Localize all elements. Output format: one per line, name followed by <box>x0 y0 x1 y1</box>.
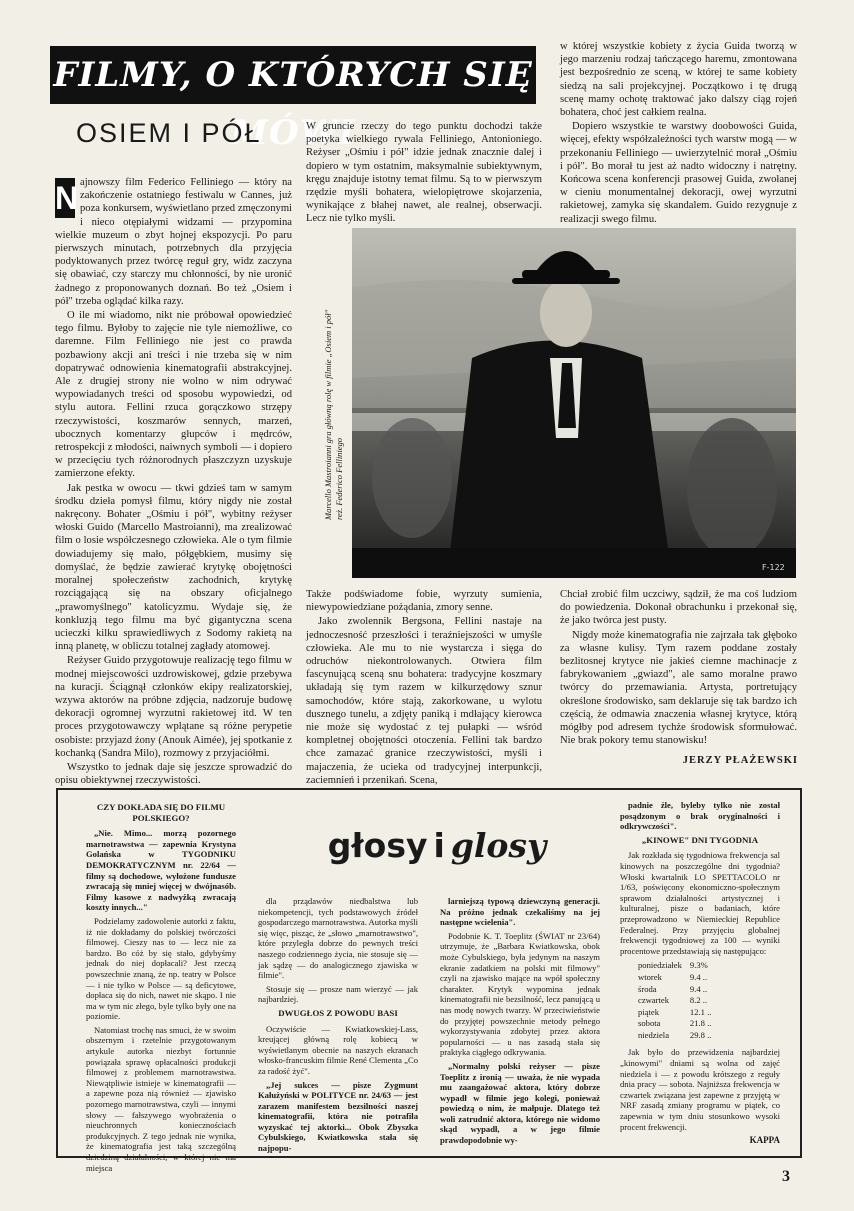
section-banner: FILMY, O KTÓRYCH SIĘ MÓWI <box>50 46 536 104</box>
paragraph: „Jej sukces — pisze Zygmunt Kałużyński w POLITYCE nr. 24/63 — jest zarazem manifestem bezsilności naszej kinematografii, która nie potrafiła wyzyskać tej aktorki... Obok Zbyszka Cybulskiego, Kwiatkowska stała się najpopu- <box>258 1079 418 1154</box>
box-section-title: „KINOWE" DNI TYGODNIA <box>641 834 759 845</box>
day-name: poniedziałek <box>638 960 682 971</box>
day-name: środa <box>638 983 657 994</box>
table-row <box>634 1018 715 1030</box>
film-still-image <box>352 228 796 578</box>
day-value: 12.1 .. <box>689 1006 712 1017</box>
day-value: 9.4 .. <box>689 983 708 994</box>
caption-text: Marcello Mastroianni gra główną rolę w filmie „Osiem i pół" reż. Federico Felliniego <box>323 309 344 520</box>
paragraph: Jak rozkłada się tygodniowa frekwencja sal kinowych na poszczególne dni tygodnia? Włoski kwartalnik LO SPETTACOLO nr 1/63, poświęcony ekonomiczno-społecznym sprawom działalności artystycznej i kulturalnej, pisze o badaniach, które przeprowadzono w Niemieckiej Republice Federalnej. Przy przyjęciu globalnej frekwencji tygodniowej za 100 — wyniki procentowe przedstawiają się następująco: <box>620 850 780 956</box>
paragraph: Także podświadome fobie, wyrzuty sumienia, niewypowiedziane pożądania, zmory senne. <box>306 589 542 614</box>
paragraph: Natomiast trochę nas smuci, że w swoim obszernym i rzetelnie przygotowanym artykule autorka niezbyt fortunnie powiązała sprawę opłacalności produkcji filmowej z problemem marnotrawstwa. Niewątpliwie istnieje w kinematografii — a zapewne poza nią również — zjawisko pozornego marnotrawstwa, czyli — innymi słowy — fałszywego wyobrażenia o nieuchronnych koniecznościach produkcyjnych. Z tego jednak nie wynika, że kinematografia jest taką szczególną dziedziną działalności, w której nie ma miejsca <box>86 1024 236 1173</box>
glosy-heading <box>282 826 592 876</box>
day-name: wtorek <box>638 971 662 982</box>
paragraph: dla prządawów niedbalstwa lub niekompetencji, tych podstawowych źródeł gospodarczego marnotrawstwa. Autorka myśli się więc, pisząc, że „słowo „marnotrawstwo", które przyległa dobrze do pewnych treści naszego codziennego życia, nie stosuje się — jak sądzę — do analogicznego zjawiska w filmie". <box>258 896 418 981</box>
paragraph: larniejszą typową dziewczyną generacji. Na próżno jednak czekaliśmy na jej następne wcielenia". <box>440 896 600 928</box>
table-row <box>634 995 715 1007</box>
day-name: czwartek <box>638 995 670 1006</box>
table-row <box>634 1030 715 1042</box>
box-column-3 <box>440 896 600 1152</box>
paragraph: Podobnie K. T. Toeplitz (ŚWIAT nr 23/64) utrzymuje, że „Barbara Kwiatkowska, obok może Cybulskiego, była jedynym na naszym ekranie zadatkiem na polski mit filmowy" czyli na zjawisko mające na wpół społeczny charakter. Krytyk wypomina jednak kinematografii nie bezsilność, lecz panującą u nas modę nowych twarzy. W przeciwieństwie do przyjętej powszechnie metody pełnego wykorzystywania zdobytej przez aktora popularności — u nas zasadą stała się praktyka ciągłego odkrywania. <box>440 930 600 1058</box>
paragraph: „Normalny polski reżyser — pisze Toeplitz z ironią — uważa, że nie wypada mu zaangażować aktora, który dobrze wypadł w filmie jego kolegi, ponieważ powiedzą o nim, że małpuje. Dlatego też woli zatrudnić aktora, którego nie widomo skąd wypadł, a w jego filmie prawdopodobnie wy- <box>440 1060 600 1146</box>
day-value: 21.8 .. <box>689 1018 712 1029</box>
photo-caption <box>321 300 347 520</box>
photo-mark: F-122 <box>762 563 785 572</box>
page-number: 3 <box>782 1168 790 1185</box>
author-signature: JERZY PŁAŻEWSKI <box>682 755 798 766</box>
paragraph: Podzielamy zadowolenie autorki z faktu, iż nie dokładamy do polskiej twórczości filmowej. Cieszy nas to — lecz nie za bardzo. Bo cóż by się stało, gdybyśmy jednak do niej dopłacali? Jest rzeczą powszechnie znaną, że np. teatry w Polsce — i nie tylko w Polsce — są deficytowe, dopłaca się do nich, nawet nie skąpo. I nie ma w tym nic złego, byle tylko były one na poziomie. <box>86 915 236 1022</box>
article-column-2-bottom <box>306 588 542 786</box>
paragraph: Stosuje się — prosze nam wierzyć — jak najbardziej. <box>258 983 418 1005</box>
day-value: 29.8 .. <box>689 1029 712 1040</box>
film-still-photo <box>352 228 796 578</box>
article-column-1 <box>55 176 292 787</box>
day-name: piątek <box>638 1006 659 1017</box>
box-section-title: CZY DOKŁADA SIĘ DO FILMU POLSKIEGO? <box>96 802 226 823</box>
paragraph: „Nie. Mimo... morzą pozornego marnotrawstwa — zapewnia Krystyna Golańska w TYGODNIKU DEMOKRATYCZNYM nr. 22/64 — filmy są dochodowe, wyłożone fundusze zwracają się mniej więcej w dwójnasób. Filmy kasowe z nadwyżką zwracają koszty innych..." <box>86 828 236 913</box>
day-value: 8.2 .. <box>689 995 708 1006</box>
article-column-2-top <box>306 120 542 224</box>
heading-mid: i <box>433 826 445 865</box>
article-column-3-top <box>560 40 797 225</box>
paragraph: Oczywiście — Kwiatkowskiej-Lass, kreującej główną rolę kobiecą w wyświetlanym obecnie na naszych ekranach włosko-francuskim filmie René Clementa „Co za radość żyć". <box>258 1023 418 1076</box>
paragraph: Jak było do przewidzenia najbardziej „kinowymi" dniami są wolna od zajęć niedziela i — z powodu krótszego z reguły dnia pracy — sobota. Najniższa frekwencja w czwartek związana jest zapewne z przyjętą w NRF zasadą zmiany programu w piątek, co zapewnia w tym dniu stosunkowo wysoki procent frekwencji. <box>620 1047 780 1132</box>
paragraph: W gruncie rzeczy do tego punktu dochodzi także poetyka wielkiego rywala Felliniego, Antonioniego. Reżyser „Ośmiu i pół" idzie jednak znacznie dalej i dopiero w tym ostatnim, maksymalnie subiektywnym, kręgu znajduje istotny temat filmu. Są to w pierwszym rzędzie myśli bohatera, wielopiętrowe skojarzenia, wynikające z błahej nawet, ale realnej, obserwacji. Lecz nie tylko myśli. <box>306 121 542 225</box>
paragraph: w której wszystkie kobiety z życia Guida tworzą w jego marzeniu rodzaj tańczącego haremu, zmontowana jest bezpośrednio ze sceną, w której te same kobiety siedzą na sali projekcyjnej. Początkowo i tę drugą scenę mamy ochotę traktować jako dalszy ciąg rojeń bohatera, choć jest całkiem realna. <box>560 41 797 119</box>
heading-script: glosy <box>450 826 547 865</box>
table-row <box>634 960 715 972</box>
paragraph: ajnowszy film Federico Felliniego — który na zakończenie ostatniego festiwalu w Cannes, już poza konkursem, wyświetlano przed zmęczonymi i nieco otępiałymi widzami — przypomina wielkie muzeum o zbyt hojnej ekspozycji. Po paru pierwszych minutach, potrzebnych dla przyjęcia podyktowanych przez twórcę reguł gry, widz zaczyna się obawiać, czy starczy mu chłonności, by nie uronić żadnego z proponowanych doznań. Bo też „Osiem i pół" trzeba oglądać kilka razy. <box>55 177 292 307</box>
day-value: 9.3% <box>689 960 708 971</box>
box-section-title: DWUGŁOS Z POWODU BASI <box>278 1007 398 1018</box>
weekday-table <box>634 960 715 1041</box>
drop-cap: N <box>55 180 79 216</box>
box-column-4 <box>620 800 780 1150</box>
day-name: sobota <box>638 1018 661 1029</box>
heading-word: głosy <box>327 826 428 865</box>
paragraph: O ile mi wiadomo, nikt nie próbował opowiedzieć tego filmu. Byłoby to zajęcie nie tyle niemożliwe, co daremne. Film Felliniego nie jest co prawda pozbawiony akcji ani treści i nie trzeba się w nim dopatrywać odnowienia kinematografii abstrakcyjnej. Ale z drugiej strony nie wolno w nim odrywać wypowiadanych treści od sposobu wypowiedzi, od stylu autora. Fellini rzuca gorączkowo strzępy rzeczywistości, koszmarów sennych, marzeń, ubocznych komentarzy głupców i mędrców, retrospekcji z młodości, naiwnych symboli — i dopiero w przecięciu tych różnorodnych płaszczyzn uzyskuje zamierzone efekty. <box>55 310 292 480</box>
box-column-2 <box>258 896 418 1152</box>
paragraph: Wszystko to jednak daje się jeszcze sprowadzić do opisu obiektywnej rzeczywistości. <box>55 761 292 787</box>
box-column-1 <box>86 800 236 1173</box>
paragraph: Dopiero wszystkie te warstwy doobowości Guida, więcej, efekty współzależności tych warstw mogą — w przekonaniu Felliniego — uwierzytelnić morał „Ośmiu i pół". Bo morał tu jest aż nadto widoczny i natrętny. Końcowa scena konferencji prasowej Guida, zwołanej w cieniu monumentalnej dekoracji, owej wyrzutni rakietowej, zamyka się skandalem. Guido rezygnuje z realizacji swego filmu. <box>560 121 797 225</box>
paragraph: padnie źle, byleby tylko nie został posądzonym o brak oryginalności i odkrywczości". <box>620 800 780 832</box>
paragraph: Jak pestka w owocu — tkwi gdzieś tam w samym środku dzieła pomysł filmu, który nigdy nie został nakręcony. Bohater „Ośmiu i pół", wybitny reżyser włoski Guido (Marcello Mastroianni), ma zrealizować film o losie współczesnego człowieka. Ale o tym filmie dowiadujemy się mało, półgębkiem, musimy się domyślać, że będzie zawierać krytykę obojętności moralnej społeczeństw zachodnich, krytykę rozciągającą się na obszary oficjalnego „prawomyślnego" katolicyzmu. Wydaje się, że konkluzją tego filmu ma być gigantyczna scena ucieczki kilku sprawiedliwych z Sodomy rakietą na inną planetę, w obliczu totalnej zagłady atomowej. <box>55 482 292 653</box>
table-row <box>634 972 715 984</box>
table-row <box>634 1007 715 1019</box>
article-column-3-bottom <box>560 588 797 748</box>
paragraph: Jako zwolennik Bergsona, Fellini nastaje na jednoczesność przeszłości i teraźniejszości w umyśle człowieka. Ale mu to nie wystarcza i sięga do odruchów niekontrolowanych. Otwiera film fascynującą sceną snu bohatera: tradycyjne koszmary układają się tym razem w kilkurzędowy sznur samochodów, które stają, zakorkowane, u wylotu dusznego tunelu, a zdjęty paniką i mdłający kierowca nie może się wydostać z tej pułapki — wśród kompletnej obojętności otoczenia. Fellini tak bardzo chce zamazać granice rzeczywistości, myśli i majaczenia, że ucieka od tradycyjnej interpunkcji, zaciemnień i przenikań. Scena, <box>306 616 542 786</box>
day-value: 9.4 .. <box>689 971 708 982</box>
article-title: OSIEM I PÓŁ <box>76 118 262 148</box>
paragraph: Nigdy może kinematografia nie zajrzała tak głęboko za własne kulisy. Tym razem poddane zostały bezlitosnej krytyce nie jakieś ciemne machinacje z fabrykowaniem „gwiazd", ale samo moralne prawo twórcy do przemawiania. Artysta, portretujący określone środowisko, sam deklaruje się tak bardzo ich częścią, że odmawia znaczenia własnej krytyce, którą mógłby pod adresem tychże środowisk sformułować. Nie brak pokory temu stanowisku! <box>560 629 797 747</box>
paragraph: Reżyser Guido przygotowuje realizację tego filmu w modnej miejscowości uzdrowiskowej, gdzie przebywa na kuracji. Ściągnął członków ekipy realizatorskiej, wzywa aktorów na próbne zdjęcia, nadzoruje budowę dekoracji ogromnej wyrzutni rakietowej itd. W ten proces przygotowawczy wplątane są różne perypetie osobiste: przyjazd żony (Anouk Aimée), jej spotkanie z kochanką (Sandra Milo), rozmowy z przyjaciółmi. <box>55 655 292 759</box>
day-name: niedziela <box>638 1029 670 1040</box>
box-signature: KAPPA <box>749 1135 780 1146</box>
paragraph: Chciał zrobić film uczciwy, sądził, że ma coś ludziom do powiedzenia. Dokonał obrachunku i przekonał się, że jako twórca jest pusty. <box>560 589 797 627</box>
table-row <box>634 984 715 996</box>
